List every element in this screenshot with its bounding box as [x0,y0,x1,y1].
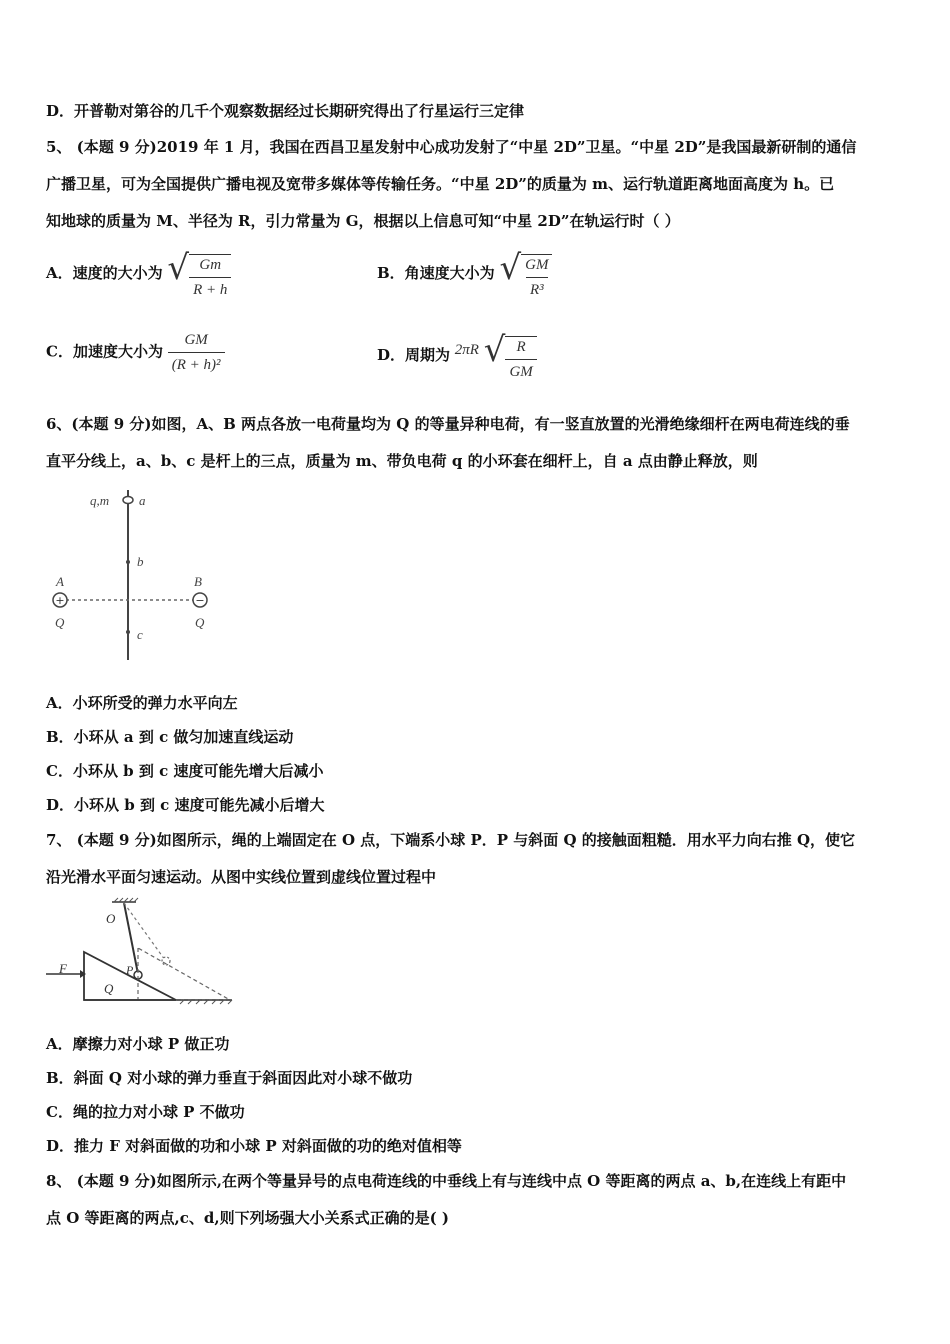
q6-minus-sign: − [195,594,205,607]
q6-label-b: b [137,554,144,569]
q6-stem-line1: 6、(本题 9 分)如图，A、B 两点各放一电荷量均为 Q 的等量异种电荷，有一竖直放置的光滑绝缘细杆在两电荷连线的垂 [46,415,850,433]
q5-option-c-formula [168,330,225,375]
q7-stem-line2: 沿光滑水平面匀速运动。从图中实线位置到虚线位置过程中 [46,868,437,886]
q6-option-d: D．小环从 b 到 c 速度可能先减小后增大 [46,796,325,814]
q6-label-QA: Q [55,615,65,630]
q5-option-d-coef: 2πR [454,342,479,358]
q7-option-c: C．绳的拉力对小球 P 不做功 [46,1103,245,1121]
q8-stem-line1: 8、 (本题 9 分)如图所示,在两个等量异号的点电荷连线的中垂线上有与连线中点 O 等距离的两点 a、b,在连线上有距中 [46,1172,847,1190]
q6-option-a: A．小环所受的弹力水平向左 [46,694,238,712]
q5-option-d-label: D．周期为 [377,346,451,364]
q5-option-d-num: R [516,339,526,355]
q5-option-b-label: B．角速度大小为 [377,264,495,282]
q7-option-b: B．斜面 Q 对小球的弹力垂直于斜面因此对小球不做功 [46,1069,413,1087]
q5-option-b-formula: √ $\frac{GM}{\text{R³}}$ [499,248,552,300]
q5-option-c-label: C．加速度大小为 [46,342,163,361]
q6-label-B: B [194,574,202,589]
q5-option-a-formula: √ $\frac{Gm}{R + h}$ [167,248,231,300]
q5-option-a-num: Gm [199,257,222,273]
q7-label-q: Q [104,981,114,996]
q5-option-a-label: A．速度的大小为 [46,264,163,282]
q5-stem-line2: 广播卫星，可为全国提供广播电视及宽带多媒体等传输任务。“中星 2D”的质量为 m、运行轨道距离地面高度为 h。已 [46,175,835,193]
q6-plus-sign: + [55,594,65,607]
q5-option-d [377,330,537,382]
q5-option-d-formula: √ $\frac{R}{GM}$ [484,330,537,382]
q7-label-f: F [59,961,67,976]
q5-option-b-num: GM [525,257,549,273]
q7-label-p: P [126,963,134,977]
q7-stem-line1: 7、 (本题 9 分)如图所示，绳的上端固定在 O 点，下端系小球 P．P 与斜面 Q 的接触面粗糙．用水平力向右推 Q，使它 [46,831,856,849]
q5-stem-line1: 5、 (本题 9 分)2019 年 1 月，我国在西昌卫星发射中心成功发射了“中星 2D”卫星。“中星 2D”是我国最新研制的通信 [46,138,857,156]
q6-label-a: a [139,493,146,508]
q5-stem-line3: 知地球的质量为 M、半径为 R，引力常量为 G，根据以上信息可知“中星 2D”在轨运行时（ ） [46,212,680,230]
q5-option-a [46,248,231,300]
q5-option-d-den: GM [505,359,536,382]
q8-stem-line2: 点 O 等距离的两点,c、d,则下列场强大小关系式正确的是( ) [46,1209,449,1227]
q4-option-d: D．开普勒对第谷的几千个观察数据经过长期研究得出了行星运行三定律 [46,102,525,120]
q6-label-QB: Q [195,615,205,630]
q7-label-o: O [106,911,116,926]
q5-option-b [377,248,552,300]
q5-option-a-den: R + h [189,277,231,300]
q6-ring [123,497,133,504]
q5-option-c-den: (R + h)² [168,352,225,375]
q6-label-c: c [137,627,143,642]
q5-option-c [46,330,225,375]
q6-point-c [126,630,130,634]
q6-option-b: B．小环从 a 到 c 做匀加速直线运动 [46,728,294,746]
q6-figure [44,484,224,664]
q6-point-b [126,560,130,564]
q7-figure [44,896,236,1010]
q5-option-b-den: R³ [526,277,548,300]
q5-option-c-num: GM [184,332,208,348]
q7-option-a: A．摩擦力对小球 P 做正功 [46,1035,230,1053]
q6-option-c: C．小环从 b 到 c 速度可能先增大后减小 [46,762,324,780]
q7-option-d: D．推力 F 对斜面做的功和小球 P 对斜面做的功的绝对值相等 [46,1137,462,1155]
q6-stem-line2: 直平分线上，a、b、c 是杆上的三点，质量为 m、带负电荷 q 的小环套在细杆上，自 a 点由静止释放，则 [46,452,758,470]
q6-label-A: A [56,574,64,589]
q6-label-qm: q,m [90,493,110,508]
